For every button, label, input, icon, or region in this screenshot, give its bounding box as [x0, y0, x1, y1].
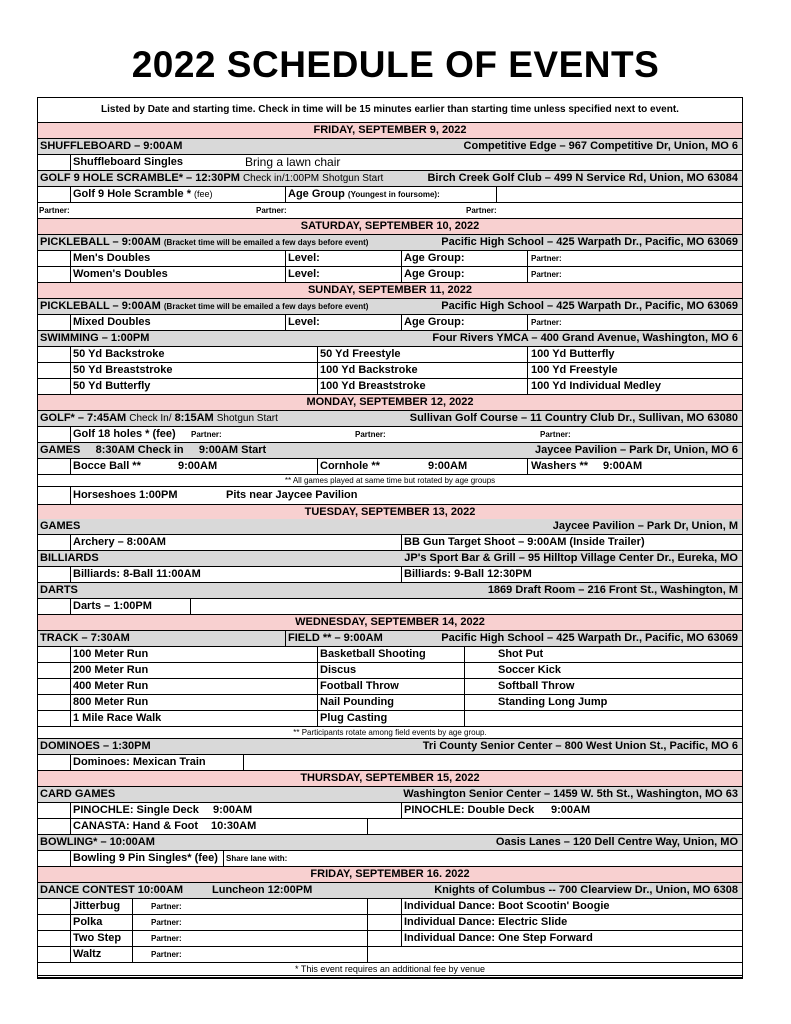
event-title: DARTS — [40, 584, 78, 596]
venue: Jaycee Pavilion – Park Dr, Union, MO 6 — [535, 444, 738, 456]
table-row: PINOCHLE: Single Deck 9:00AM PINOCHLE: Double Deck 9:00AM — [38, 803, 742, 819]
event-title: GOLF 9 HOLE SCRAMBLE* – 12:30PM Check in/1:00PM Shotgun Start — [40, 172, 384, 184]
table-row: Darts – 1:00PM — [38, 599, 742, 615]
venue: Knights of Columbus -- 700 Clearview Dr., Union, MO 6308 — [434, 884, 738, 896]
table-row: 1 Mile Race Walk Plug Casting — [38, 711, 742, 727]
day-header: FRIDAY, SEPTEMBER 16. 2022 — [38, 867, 742, 883]
event-name: Golf 18 holes * (fee) — [73, 428, 176, 440]
table-row: 800 Meter Run Nail Pounding Standing Long Jump — [38, 695, 742, 711]
table-row: 50 Yd Backstroke 50 Yd Freestyle 100 Yd Butterfly — [38, 347, 742, 363]
table-row: 50 Yd Butterfly 100 Yd Breaststroke 100 Yd Individual Medley — [38, 379, 742, 395]
event-header-darts — [38, 583, 742, 599]
table-row: 400 Meter Run Football Throw Softball Throw — [38, 679, 742, 695]
venue: Sullivan Golf Course – 11 Country Club Dr., Sullivan, MO 63080 — [409, 412, 738, 424]
event-header-dominoes — [38, 739, 742, 755]
table-row: 200 Meter Run Discus Soccer Kick — [38, 663, 742, 679]
field-note: ** Participants rotate among field events by age group. — [38, 727, 742, 739]
table-row: Bocce Ball ** 9:00AM Cornhole ** 9:00AM Washers ** 9:00AM — [38, 459, 742, 475]
table-row: Jitterbug Partner: Individual Dance: Boot Scootin' Boogie — [38, 899, 742, 915]
table-row — [38, 155, 742, 171]
day-header: SATURDAY, SEPTEMBER 10, 2022 — [38, 219, 742, 235]
event-title: TRACK – 7:30AM — [40, 632, 130, 644]
table-row: 50 Yd Breaststroke 100 Yd Backstroke 100 Yd Freestyle — [38, 363, 742, 379]
table-row: Men's Doubles Level: Age Group: Partner: — [38, 251, 742, 267]
venue: Four Rivers YMCA – 400 Grand Avenue, Washington, MO 6 — [432, 332, 738, 344]
day-header: FRIDAY, SEPTEMBER 9, 2022 — [38, 123, 742, 139]
day-header: MONDAY, SEPTEMBER 12, 2022 — [38, 395, 742, 411]
event-header-track — [38, 631, 742, 647]
table-row: Women's Doubles Level: Age Group: Partner: — [38, 267, 742, 283]
intro-text: Listed by Date and starting time. Check in time will be 15 minutes earlier than starting time unless specified next to event. — [101, 104, 679, 115]
luncheon: Luncheon 12:00PM — [212, 884, 313, 896]
table-row: Archery – 8:00AM BB Gun Target Shoot – 9:00AM (Inside Trailer) — [38, 535, 742, 551]
event-name: Men's Doubles — [73, 252, 151, 264]
venue: Birch Creek Golf Club – 499 N Service Rd, Union, MO 63084 — [427, 172, 738, 184]
event-name: Women's Doubles — [73, 268, 168, 280]
table-row: Two Step Partner: Individual Dance: One Step Forward — [38, 931, 742, 947]
event-header-cards — [38, 787, 742, 803]
event-title: DOMINOES – 1:30PM — [40, 740, 151, 752]
table-row: CANASTA: Hand & Foot 10:30AM — [38, 819, 742, 835]
venue: Pacific High School – 425 Warpath Dr., Pacific, MO 63069 — [441, 632, 738, 644]
table-row: Dominoes: Mexican Train — [38, 755, 742, 771]
day-header: WEDNESDAY, SEPTEMBER 14, 2022 — [38, 615, 742, 631]
event-header-dance — [38, 883, 742, 899]
venue: JP's Sport Bar & Grill – 95 Hilltop Village Center Dr., Eureka, MO — [404, 552, 738, 564]
event-title: CARD GAMES — [40, 788, 116, 800]
event-header-pickleball — [38, 235, 742, 251]
schedule-table — [37, 97, 743, 979]
table-row: Horseshoes 1:00PM Pits near Jaycee Pavilion — [38, 487, 742, 505]
age-group-label: Age Group (Youngest in foursome): — [288, 188, 440, 200]
event-title: SWIMMING – 1:00PM — [40, 332, 150, 344]
event-header-bowling — [38, 835, 742, 851]
table-row: Bowling 9 Pin Singles* (fee) Share lane with: — [38, 851, 742, 867]
event-name: Golf 9 Hole Scramble * (fee) — [73, 188, 213, 200]
venue: Washington Senior Center – 1459 W. 5th St., Washington, MO 63 — [403, 788, 738, 800]
event-header-golf9 — [38, 171, 742, 187]
table-row: Golf 18 holes * (fee) Partner: Partner: Partner: — [38, 427, 742, 443]
event-header-shuffleboard — [38, 139, 742, 155]
venue: Jaycee Pavilion – Park Dr, Union, M — [552, 520, 738, 532]
venue: Pacific High School – 425 Warpath Dr., Pacific, MO 63069 — [441, 300, 738, 312]
venue: 1869 Draft Room – 216 Front St., Washington, M — [487, 584, 738, 596]
event-title: SHUFFLEBOARD – 9:00AM — [40, 140, 183, 152]
event-header-games — [38, 443, 742, 459]
event-note: Bring a lawn chair — [245, 155, 341, 169]
day-header: THURSDAY, SEPTEMBER 15, 2022 — [38, 771, 742, 787]
intro-row — [38, 98, 742, 123]
event-title: BILLIARDS — [40, 552, 99, 564]
page-title: 2022 SCHEDULE OF EVENTS — [131, 44, 660, 85]
event-header-billiards — [38, 551, 742, 567]
field-title: FIELD ** – 9:00AM — [288, 632, 383, 644]
event-title: GOLF* – 7:45AM Check In/ 8:15AM Shotgun Start — [40, 412, 278, 424]
table-row: Billiards: 8-Ball 11:00AM Billiards: 9-Ball 12:30PM — [38, 567, 742, 583]
event-title: GAMES 8:30AM Check in 9:00AM Start — [40, 444, 267, 456]
venue: Tri County Senior Center – 800 West Union St., Pacific, MO 6 — [422, 740, 738, 752]
event-title: DANCE CONTEST 10:00AM — [40, 884, 184, 896]
event-title: GAMES — [40, 520, 81, 532]
fee-footnote: * This event requires an additional fee by venue — [38, 963, 742, 978]
event-name: Shuffleboard Singles — [73, 156, 184, 168]
event-title: PICKLEBALL – 9:00AM (Bracket time will be emailed a few days before event) — [40, 236, 369, 248]
event-title: PICKLEBALL – 9:00AM (Bracket time will be emailed a few days before event) — [40, 300, 369, 312]
games-note: ** All games played at same time but rotated by age groups — [38, 475, 742, 487]
day-header: SUNDAY, SEPTEMBER 11, 2022 — [38, 283, 742, 299]
event-header-golf18 — [38, 411, 742, 427]
table-row: 100 Meter Run Basketball Shooting Shot Put — [38, 647, 742, 663]
event-header-games — [38, 519, 742, 535]
table-row: Waltz Partner: — [38, 947, 742, 963]
venue: Oasis Lanes – 120 Dell Centre Way, Union, MO — [495, 836, 738, 848]
event-header-swimming — [38, 331, 742, 347]
day-header: TUESDAY, SEPTEMBER 13, 2022 — [38, 505, 742, 521]
venue: Competitive Edge – 967 Competitive Dr, Union, MO 6 — [463, 140, 738, 152]
table-row: Mixed Doubles Level: Age Group: Partner: — [38, 315, 742, 331]
table-row — [38, 187, 742, 203]
event-title: BOWLING* – 10:00AM — [40, 836, 155, 848]
partner-row: Partner: Partner: Partner: — [38, 203, 742, 219]
table-row: Polka Partner: Individual Dance: Electric Slide — [38, 915, 742, 931]
event-header-pickleball — [38, 299, 742, 315]
venue: Pacific High School – 425 Warpath Dr., Pacific, MO 63069 — [441, 236, 738, 248]
event-name: Mixed Doubles — [73, 316, 151, 328]
